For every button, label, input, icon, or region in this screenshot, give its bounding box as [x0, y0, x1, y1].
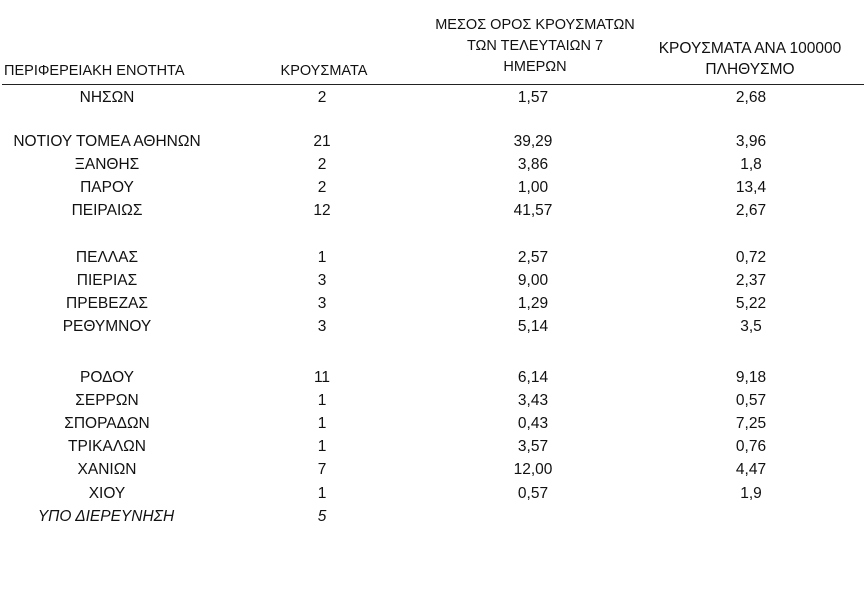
average-cell: 1,57	[517, 89, 549, 106]
cases-cell: 2	[317, 156, 327, 173]
per-100000-cell: 4,47	[735, 461, 767, 478]
per-100000-cell: 13,4	[735, 179, 767, 196]
average-cell: 3,86	[517, 156, 549, 173]
region-cell: ΠΕΛΛΑΣ	[75, 249, 139, 266]
per-100000-cell: 3,5	[740, 318, 762, 335]
average-cell: 39,29	[513, 133, 553, 150]
average-cell: 0,43	[517, 415, 549, 432]
per-100000-cell: 1,8	[740, 156, 762, 173]
per-100000-cell: 0,76	[735, 438, 767, 455]
table-row	[0, 315, 868, 338]
table-row	[0, 505, 868, 528]
header-seven-day-average	[418, 15, 652, 78]
region-cell: ΝΗΣΩΝ	[79, 89, 135, 106]
table-row	[0, 153, 868, 176]
region-cell: ΧΑΝΙΩΝ	[77, 461, 137, 478]
cases-cell: 3	[317, 272, 327, 289]
cases-cell: 1	[317, 485, 327, 502]
region-cell: ΥΠΟ ΔΙΕΡΕΥΝΗΣΗ	[37, 508, 175, 525]
region-cell: ΡΟΔΟΥ	[80, 369, 134, 386]
region-cell: ΧΙΟΥ	[88, 485, 126, 502]
table-row	[0, 412, 868, 435]
cases-cell: 5	[317, 508, 327, 525]
average-cell: 3,43	[517, 392, 549, 409]
header-cases: ΚΡΟΥΣΜΑΤΑ	[280, 63, 368, 79]
header-avg-line-2: ΤΩΝ ΤΕΛΕΥΤΑΙΩΝ 7	[466, 38, 604, 54]
per-100000-cell: 2,37	[735, 272, 767, 289]
table-row	[0, 366, 868, 389]
table-row	[0, 130, 868, 153]
average-cell: 1,29	[517, 295, 549, 312]
region-cell: ΡΕΘΥΜΝΟΥ	[62, 318, 152, 335]
cases-cell: 12	[313, 202, 331, 219]
table-row	[0, 269, 868, 292]
average-cell: 2,57	[517, 249, 549, 266]
header-per-line-1: ΚΡΟΥΣΜΑΤΑ ΑΝΑ 100000	[658, 40, 842, 57]
table-row	[0, 458, 868, 481]
region-cell: ΠΙΕΡΙΑΣ	[76, 272, 138, 289]
average-cell: 1,00	[517, 179, 549, 196]
region-cell: ΣΕΡΡΩΝ	[75, 392, 139, 409]
cases-cell: 1	[317, 249, 327, 266]
header-per-line-2: ΠΛΗΘΥΣΜΟ	[705, 61, 795, 78]
region-cell: ΠΕΙΡΑΙΩΣ	[71, 202, 143, 219]
header-avg-line-1: ΜΕΣΟΣ ΟΡΟΣ ΚΡΟΥΣΜΑΤΩΝ	[435, 17, 635, 33]
average-cell: 3,57	[517, 438, 549, 455]
table-row	[0, 199, 868, 222]
per-100000-cell: 0,57	[735, 392, 767, 409]
region-cell: ΠΑΡΟΥ	[80, 179, 134, 196]
header-avg-line-3: ΗΜΕΡΩΝ	[503, 59, 567, 75]
per-100000-cell: 1,9	[740, 485, 762, 502]
per-100000-cell: 2,68	[735, 89, 767, 106]
average-cell: 41,57	[513, 202, 553, 219]
header-divider	[2, 84, 864, 85]
table-row	[0, 246, 868, 269]
average-cell: 9,00	[517, 272, 549, 289]
average-cell: 5,14	[517, 318, 549, 335]
per-100000-cell: 9,18	[735, 369, 767, 386]
cases-cell: 3	[317, 318, 327, 335]
cases-cell: 1	[317, 438, 327, 455]
table-header	[0, 0, 868, 86]
region-cell: ΝΟΤΙΟΥ ΤΟΜΕΑ ΑΘΗΝΩΝ	[13, 133, 201, 150]
cases-cell: 3	[317, 295, 327, 312]
cases-cell: 11	[313, 369, 331, 386]
per-100000-cell: 5,22	[735, 295, 767, 312]
header-cases-per-100000	[640, 38, 860, 80]
table-row	[0, 176, 868, 199]
average-cell: 6,14	[517, 369, 549, 386]
table-row	[0, 86, 868, 109]
region-cell: ΤΡΙΚΑΛΩΝ	[68, 438, 146, 455]
per-100000-cell: 3,96	[735, 133, 767, 150]
region-cell: ΠΡΕΒΕΖΑΣ	[66, 295, 148, 312]
cases-cell: 7	[317, 461, 327, 478]
table-row	[0, 435, 868, 458]
cases-cell: 2	[317, 89, 327, 106]
per-100000-cell: 7,25	[735, 415, 767, 432]
cases-cell: 1	[317, 392, 327, 409]
table-row	[0, 482, 868, 505]
cases-cell: 2	[317, 179, 327, 196]
per-100000-cell: 0,72	[735, 249, 767, 266]
per-100000-cell: 2,67	[735, 202, 767, 219]
table-row	[0, 389, 868, 412]
cases-cell: 1	[317, 415, 327, 432]
average-cell: 0,57	[517, 485, 549, 502]
cases-cell: 21	[313, 133, 331, 150]
average-cell: 12,00	[513, 461, 553, 478]
table-row	[0, 292, 868, 315]
region-cell: ΞΑΝΘΗΣ	[74, 156, 140, 173]
region-cell: ΣΠΟΡΑΔΩΝ	[64, 415, 150, 432]
header-region: ΠΕΡΙΦΕΡΕΙΑΚΗ ΕΝΟΤΗΤΑ	[4, 63, 185, 79]
